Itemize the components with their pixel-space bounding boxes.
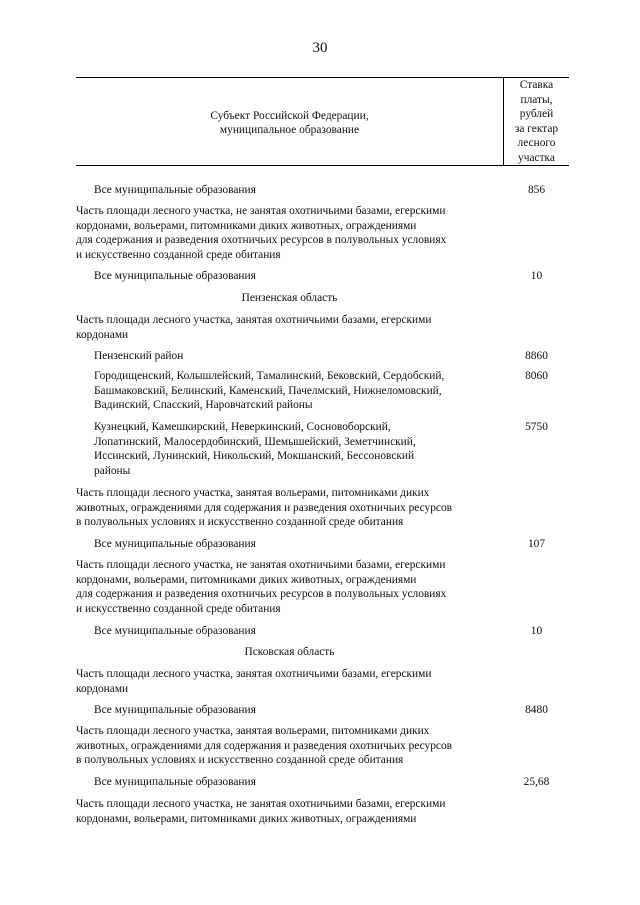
row-label-line: Иссинский, Лунинский, Никольский, Мокшанский, Бессоновский [94, 450, 415, 463]
category-line: Часть площади лесного участка, занятая вольерами, питомниками диких [76, 725, 430, 737]
row-label-line: Башмаковский, Белинский, Каменский, Пачелмский, Нижнеломовский, [94, 384, 442, 397]
category-line: кордонами, вольерами, питомниками диких животных, ограждениями [76, 219, 417, 232]
header-rate-line: за гектар [514, 122, 559, 135]
row-label-line: Вадинский, Спасский, Наровчатский районы [94, 399, 313, 412]
row-label-line: Все муниципальные образования [94, 625, 256, 637]
page-number: 30 [312, 40, 328, 56]
category-line: для содержания и разведения охотничьих ресурсов в полувольных условиях [76, 234, 447, 247]
category-line: Часть площади лесного участка, занятая вольерами, питомниками диких [76, 487, 430, 499]
rate-value: 8480 [525, 704, 548, 716]
table-row [94, 703, 256, 718]
category-line: животных, ограждениями для содержания и разведения охотничьих ресурсов [76, 739, 453, 752]
category-line: Часть площади лесного участка, занятая охотничьими базами, егерскими [76, 314, 432, 326]
region-name: Пензенская область [241, 292, 338, 304]
table-row [94, 624, 256, 639]
header-subject-line: Субъект Российской Федерации, [210, 110, 369, 122]
header-subject-line: муниципальное образование [219, 124, 360, 136]
table-row [94, 369, 444, 413]
category-line: Часть площади лесного участка, не занятая охотничьими базами, егерскими [76, 798, 446, 810]
rate-value: 5750 [525, 421, 548, 433]
region-name: Псковская область [244, 646, 335, 658]
header-rate-line: участка [518, 151, 555, 164]
table-header-bottom-border [76, 165, 569, 166]
category-line: в полувольных условиях и искусственно созданной среде обитания [76, 516, 404, 529]
category-line: Часть площади лесного участка, не занятая охотничьими базами, егерскими [76, 205, 446, 217]
rate-value: 8060 [525, 370, 548, 382]
table-row [94, 269, 256, 284]
category-heading [76, 486, 452, 530]
table-row [94, 420, 416, 478]
table-row [94, 183, 256, 198]
category-line: кордонами [76, 682, 129, 695]
header-rate-line: рублей [519, 108, 554, 120]
table-row [94, 349, 183, 364]
category-heading [76, 667, 431, 696]
row-label-line: Кузнецкий, Камешкирский, Неверкинский, Сосновоборский, [94, 421, 391, 433]
category-heading [76, 558, 446, 616]
row-label-line: районы [94, 464, 131, 477]
row-label-line: Городищенский, Колышлейский, Тамалинский, Бековский, Сердобский, [94, 370, 445, 382]
rate-value: 856 [527, 184, 546, 196]
row-label-line: Пензенский район [94, 350, 184, 362]
row-label-line: Все муниципальные образования [94, 538, 256, 550]
rate-value: 25,68 [523, 776, 550, 788]
category-line: кордонами, вольерами, питомниками диких животных, ограждениями [76, 812, 417, 825]
table-row [94, 775, 256, 790]
header-rate [504, 78, 569, 165]
category-heading [76, 724, 452, 768]
region-heading [76, 291, 503, 306]
category-line: кордонами, вольерами, питомниками диких животных, ограждениями [76, 573, 417, 586]
rate-value: 8860 [525, 350, 548, 362]
header-rate-line: Ставка [519, 79, 554, 91]
category-line: Часть площади лесного участка, не занятая охотничьими базами, егерскими [76, 559, 446, 571]
rate-value: 10 [530, 270, 543, 282]
category-line: Часть площади лесного участка, занятая охотничьими базами, егерскими [76, 668, 432, 680]
row-label-line: Все муниципальные образования [94, 184, 256, 196]
header-rate-line: лесного [517, 137, 556, 149]
category-line: и искусственно созданной среде обитания [76, 248, 281, 261]
header-subject [76, 109, 503, 137]
row-label-line: Все муниципальные образования [94, 270, 256, 282]
rate-value: 107 [527, 538, 546, 550]
row-label-line: Лопатинский, Малосердобинский, Шемышейский, Земетчинский, [94, 435, 416, 448]
category-line: и искусственно созданной среде обитания [76, 602, 281, 615]
category-heading [76, 313, 431, 342]
region-heading [76, 645, 503, 660]
rate-value: 10 [530, 625, 543, 637]
category-line: для содержания и разведения охотничьих ресурсов в полувольных условиях [76, 588, 447, 601]
header-rate-line: платы, [520, 93, 553, 106]
category-line: в полувольных условиях и искусственно созданной среде обитания [76, 754, 404, 767]
table-top-border [76, 77, 569, 78]
row-label-line: Все муниципальные образования [94, 704, 256, 716]
row-label-line: Все муниципальные образования [94, 776, 256, 788]
category-line: кордонами [76, 328, 129, 341]
category-heading [76, 204, 446, 262]
category-heading [76, 797, 445, 826]
table-row [94, 537, 256, 552]
category-line: животных, ограждениями для содержания и разведения охотничьих ресурсов [76, 501, 453, 514]
